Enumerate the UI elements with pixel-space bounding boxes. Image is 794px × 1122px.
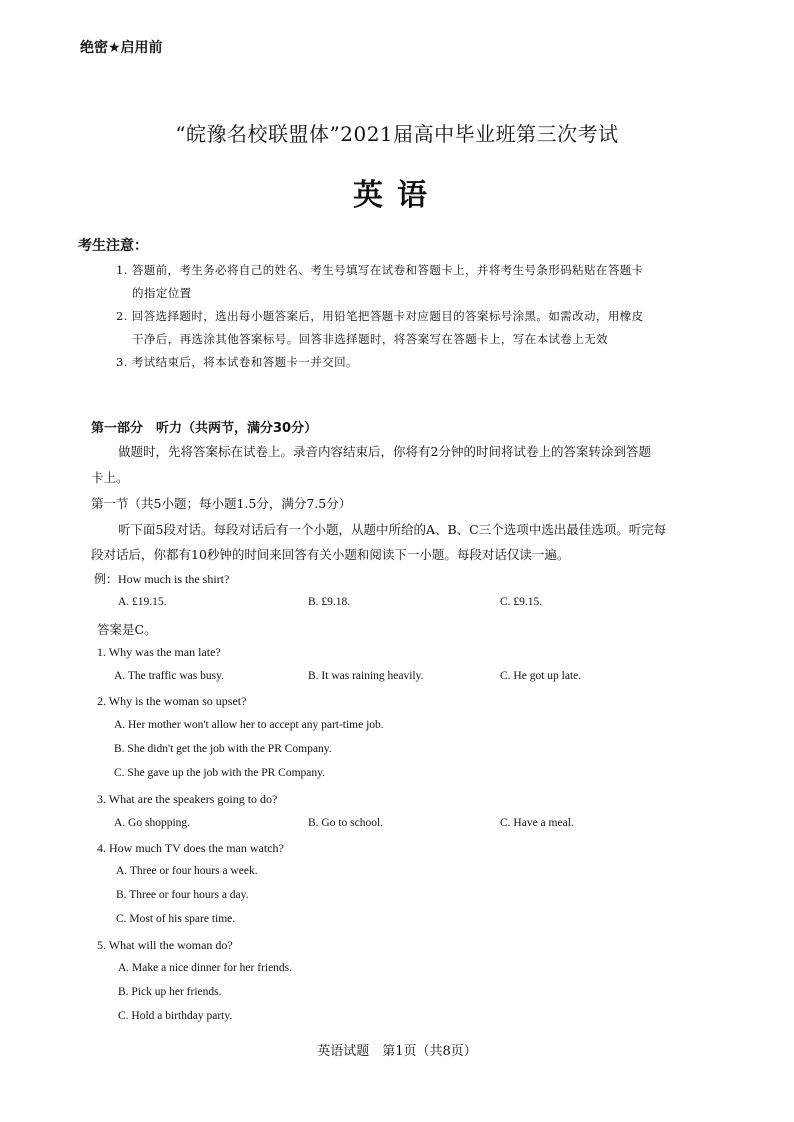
question-5-option-a: A. Make a nice dinner for her friends. — [118, 962, 293, 974]
question-4-option-c: C. Most of his spare time. — [116, 913, 236, 925]
question-5-option-c: C. Hold a birthday party. — [118, 1010, 233, 1022]
question-2-option-c: C. She gave up the job with the PR Company. — [114, 767, 326, 779]
question-4: 4. How much TV does the man watch? — [97, 841, 284, 855]
question-1-option-c: C. He got up late. — [500, 670, 582, 682]
example-answer: 答案是C。 — [97, 622, 157, 637]
example-option-a: A. £19.15. — [118, 596, 167, 608]
question-2: 2. Why is the woman so upset? — [97, 694, 247, 708]
notice-item-1-cont: 的指定位置 — [132, 286, 192, 300]
notice-heading: 考生注意： — [78, 238, 148, 254]
page-footer: 英语试题 第1页（共8页） — [317, 1044, 477, 1059]
part1-heading: 第一部分 听力（共两节，满分30分） — [91, 421, 318, 436]
example-question: 例：How much is the shirt? — [94, 572, 230, 586]
notice-item-1: 1. 答题前，考生务必将自己的姓名、考生号填写在试卷和答题卡上，并将考生号条形码粘贴在答题卡 — [116, 263, 644, 277]
question-3-option-c: C. Have a meal. — [500, 817, 574, 829]
subject-title: 英语 — [353, 178, 441, 213]
notice-item-3: 3. 考试结束后，将本试卷和答题卡一并交回。 — [116, 355, 358, 369]
part1-instruction: 做题时，先将答案标在试卷上。录音内容结束后，你将有2分钟的时间将试卷上的答案转涂到答题 — [118, 444, 651, 459]
question-1: 1. Why was the man late? — [97, 645, 221, 659]
confidential-mark: 绝密★启用前 — [80, 40, 163, 56]
question-5: 5. What will the woman do? — [97, 938, 233, 952]
question-3: 3. What are the speakers going to do? — [97, 792, 278, 806]
question-1-option-b: B. It was raining heavily. — [308, 670, 424, 682]
notice-item-2: 2. 回答选择题时，选出每小题答案后，用铅笔把答题卡对应题目的答案标号涂黑。如需改动，用橡皮 — [116, 309, 644, 323]
example-option-b: B. £9.18. — [308, 596, 351, 608]
question-5-option-b: B. Pick up her friends. — [118, 986, 222, 998]
question-3-option-b: B. Go to school. — [308, 817, 384, 829]
notice-item-2-cont: 干净后，再选涂其他答案标号。回答非选择题时，将答案写在答题卡上，写在本试卷上无效 — [132, 332, 608, 346]
question-1-option-a: A. The traffic was busy. — [114, 670, 224, 682]
section1-instruction: 听下面5段对话。每段对话后有一个小题，从题中所给的A、B、C三个选项中选出最佳选项。听完每 — [118, 522, 667, 537]
question-2-option-b: B. She didn't get the job with the PR Company. — [114, 743, 332, 755]
part1-instruction-cont: 卡上。 — [91, 470, 129, 485]
section1-heading: 第一节（共5小题；每小题1.5分，满分7.5分） — [91, 496, 352, 511]
question-2-option-a: A. Her mother won't allow her to accept any part-time job. — [114, 719, 384, 731]
example-option-c: C. £9.15. — [500, 596, 543, 608]
question-3-option-a: A. Go shopping. — [114, 817, 191, 829]
question-4-option-a: A. Three or four hours a week. — [116, 865, 258, 877]
exam-title: “皖豫名校联盟体”2021届高中毕业班第三次考试 — [175, 122, 619, 146]
section1-instruction-cont: 段对话后，你都有10秒钟的时间来回答有关小题和阅读下一小题。每段对话仅读一遍。 — [91, 547, 570, 562]
question-4-option-b: B. Three or four hours a day. — [116, 889, 249, 901]
